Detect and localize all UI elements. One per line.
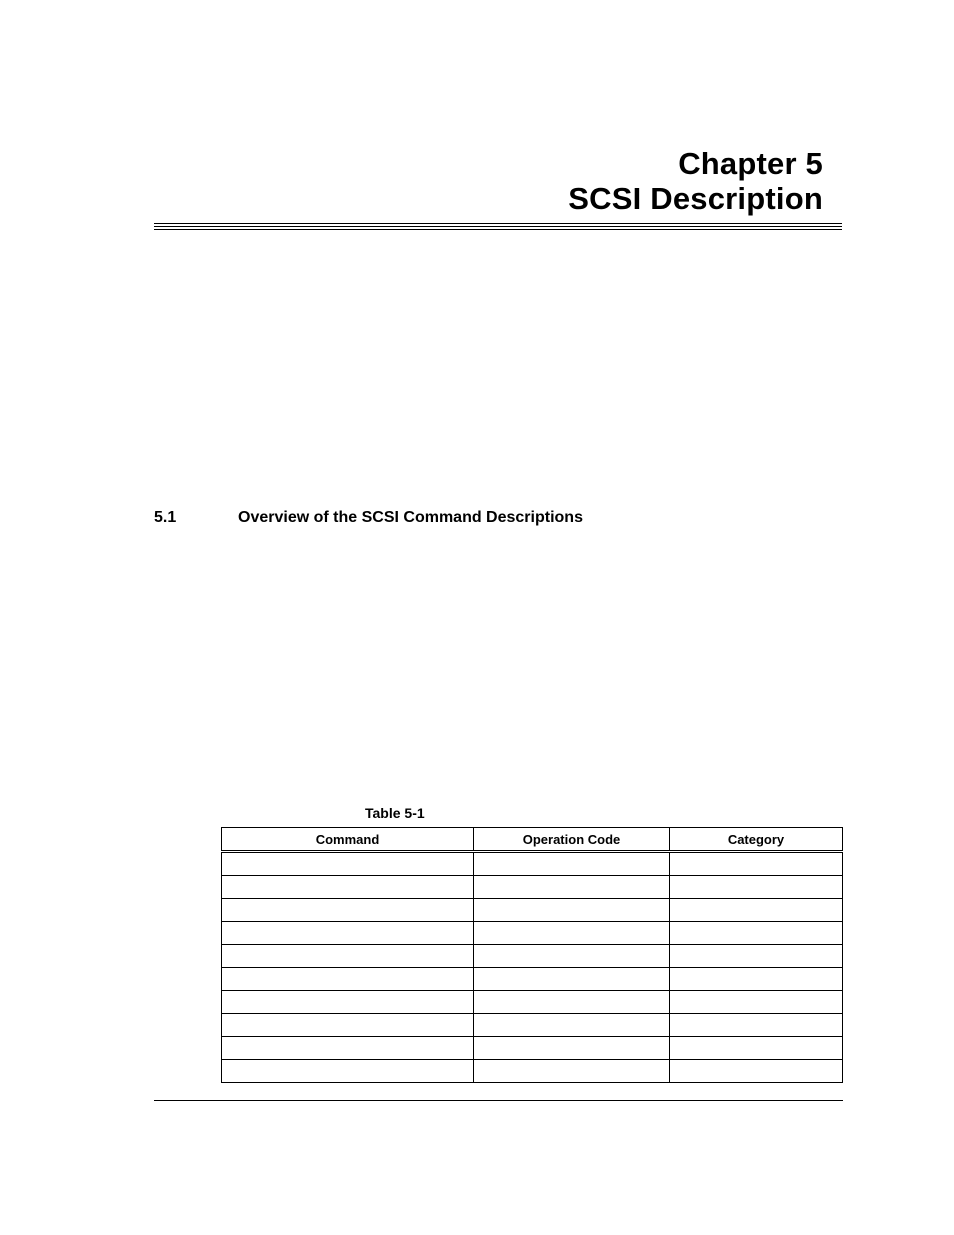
table-cell (670, 1060, 843, 1083)
table-row (222, 968, 843, 991)
table-header-row (222, 828, 843, 852)
table-row (222, 876, 843, 899)
column-header-category: Category (670, 828, 843, 852)
table-cell (222, 922, 474, 945)
table-cell (474, 876, 670, 899)
footer-divider (154, 1100, 843, 1101)
table-cell (670, 991, 843, 1014)
table-cell (222, 876, 474, 899)
table-cell (474, 991, 670, 1014)
table-cell (670, 922, 843, 945)
table-row (222, 1060, 843, 1083)
table-cell (222, 1060, 474, 1083)
chapter-divider (154, 223, 842, 232)
table-cell (222, 899, 474, 922)
command-table (221, 827, 843, 1083)
table-cell (474, 968, 670, 991)
table-row (222, 922, 843, 945)
table-cell (670, 1037, 843, 1060)
table-cell (222, 852, 474, 876)
table-cell (474, 1037, 670, 1060)
table-cell (474, 899, 670, 922)
table-cell (670, 876, 843, 899)
section-title: Overview of the SCSI Command Descriptions (238, 509, 583, 526)
table-caption: Table 5-1 (365, 805, 425, 821)
table-cell (670, 968, 843, 991)
chapter-heading (568, 146, 823, 216)
table-cell (670, 945, 843, 968)
table-cell (670, 1014, 843, 1037)
table-cell (222, 1014, 474, 1037)
table-row (222, 991, 843, 1014)
table-row (222, 1037, 843, 1060)
table-cell (670, 852, 843, 876)
table-cell (474, 852, 670, 876)
table-cell (474, 945, 670, 968)
table-cell (222, 1037, 474, 1060)
table-row (222, 899, 843, 922)
chapter-title: SCSI Description (568, 181, 823, 216)
chapter-number: Chapter 5 (678, 146, 823, 181)
table-cell (222, 945, 474, 968)
table-cell (474, 1060, 670, 1083)
table-cell (222, 968, 474, 991)
section-number: 5.1 (154, 509, 177, 526)
column-header-operation-code: Operation Code (474, 828, 670, 852)
table-row (222, 1014, 843, 1037)
table-row (222, 945, 843, 968)
table-row (222, 852, 843, 876)
table-cell (222, 991, 474, 1014)
column-header-command: Command (222, 828, 474, 852)
table-cell (474, 922, 670, 945)
table-cell (670, 899, 843, 922)
table-cell (474, 1014, 670, 1037)
